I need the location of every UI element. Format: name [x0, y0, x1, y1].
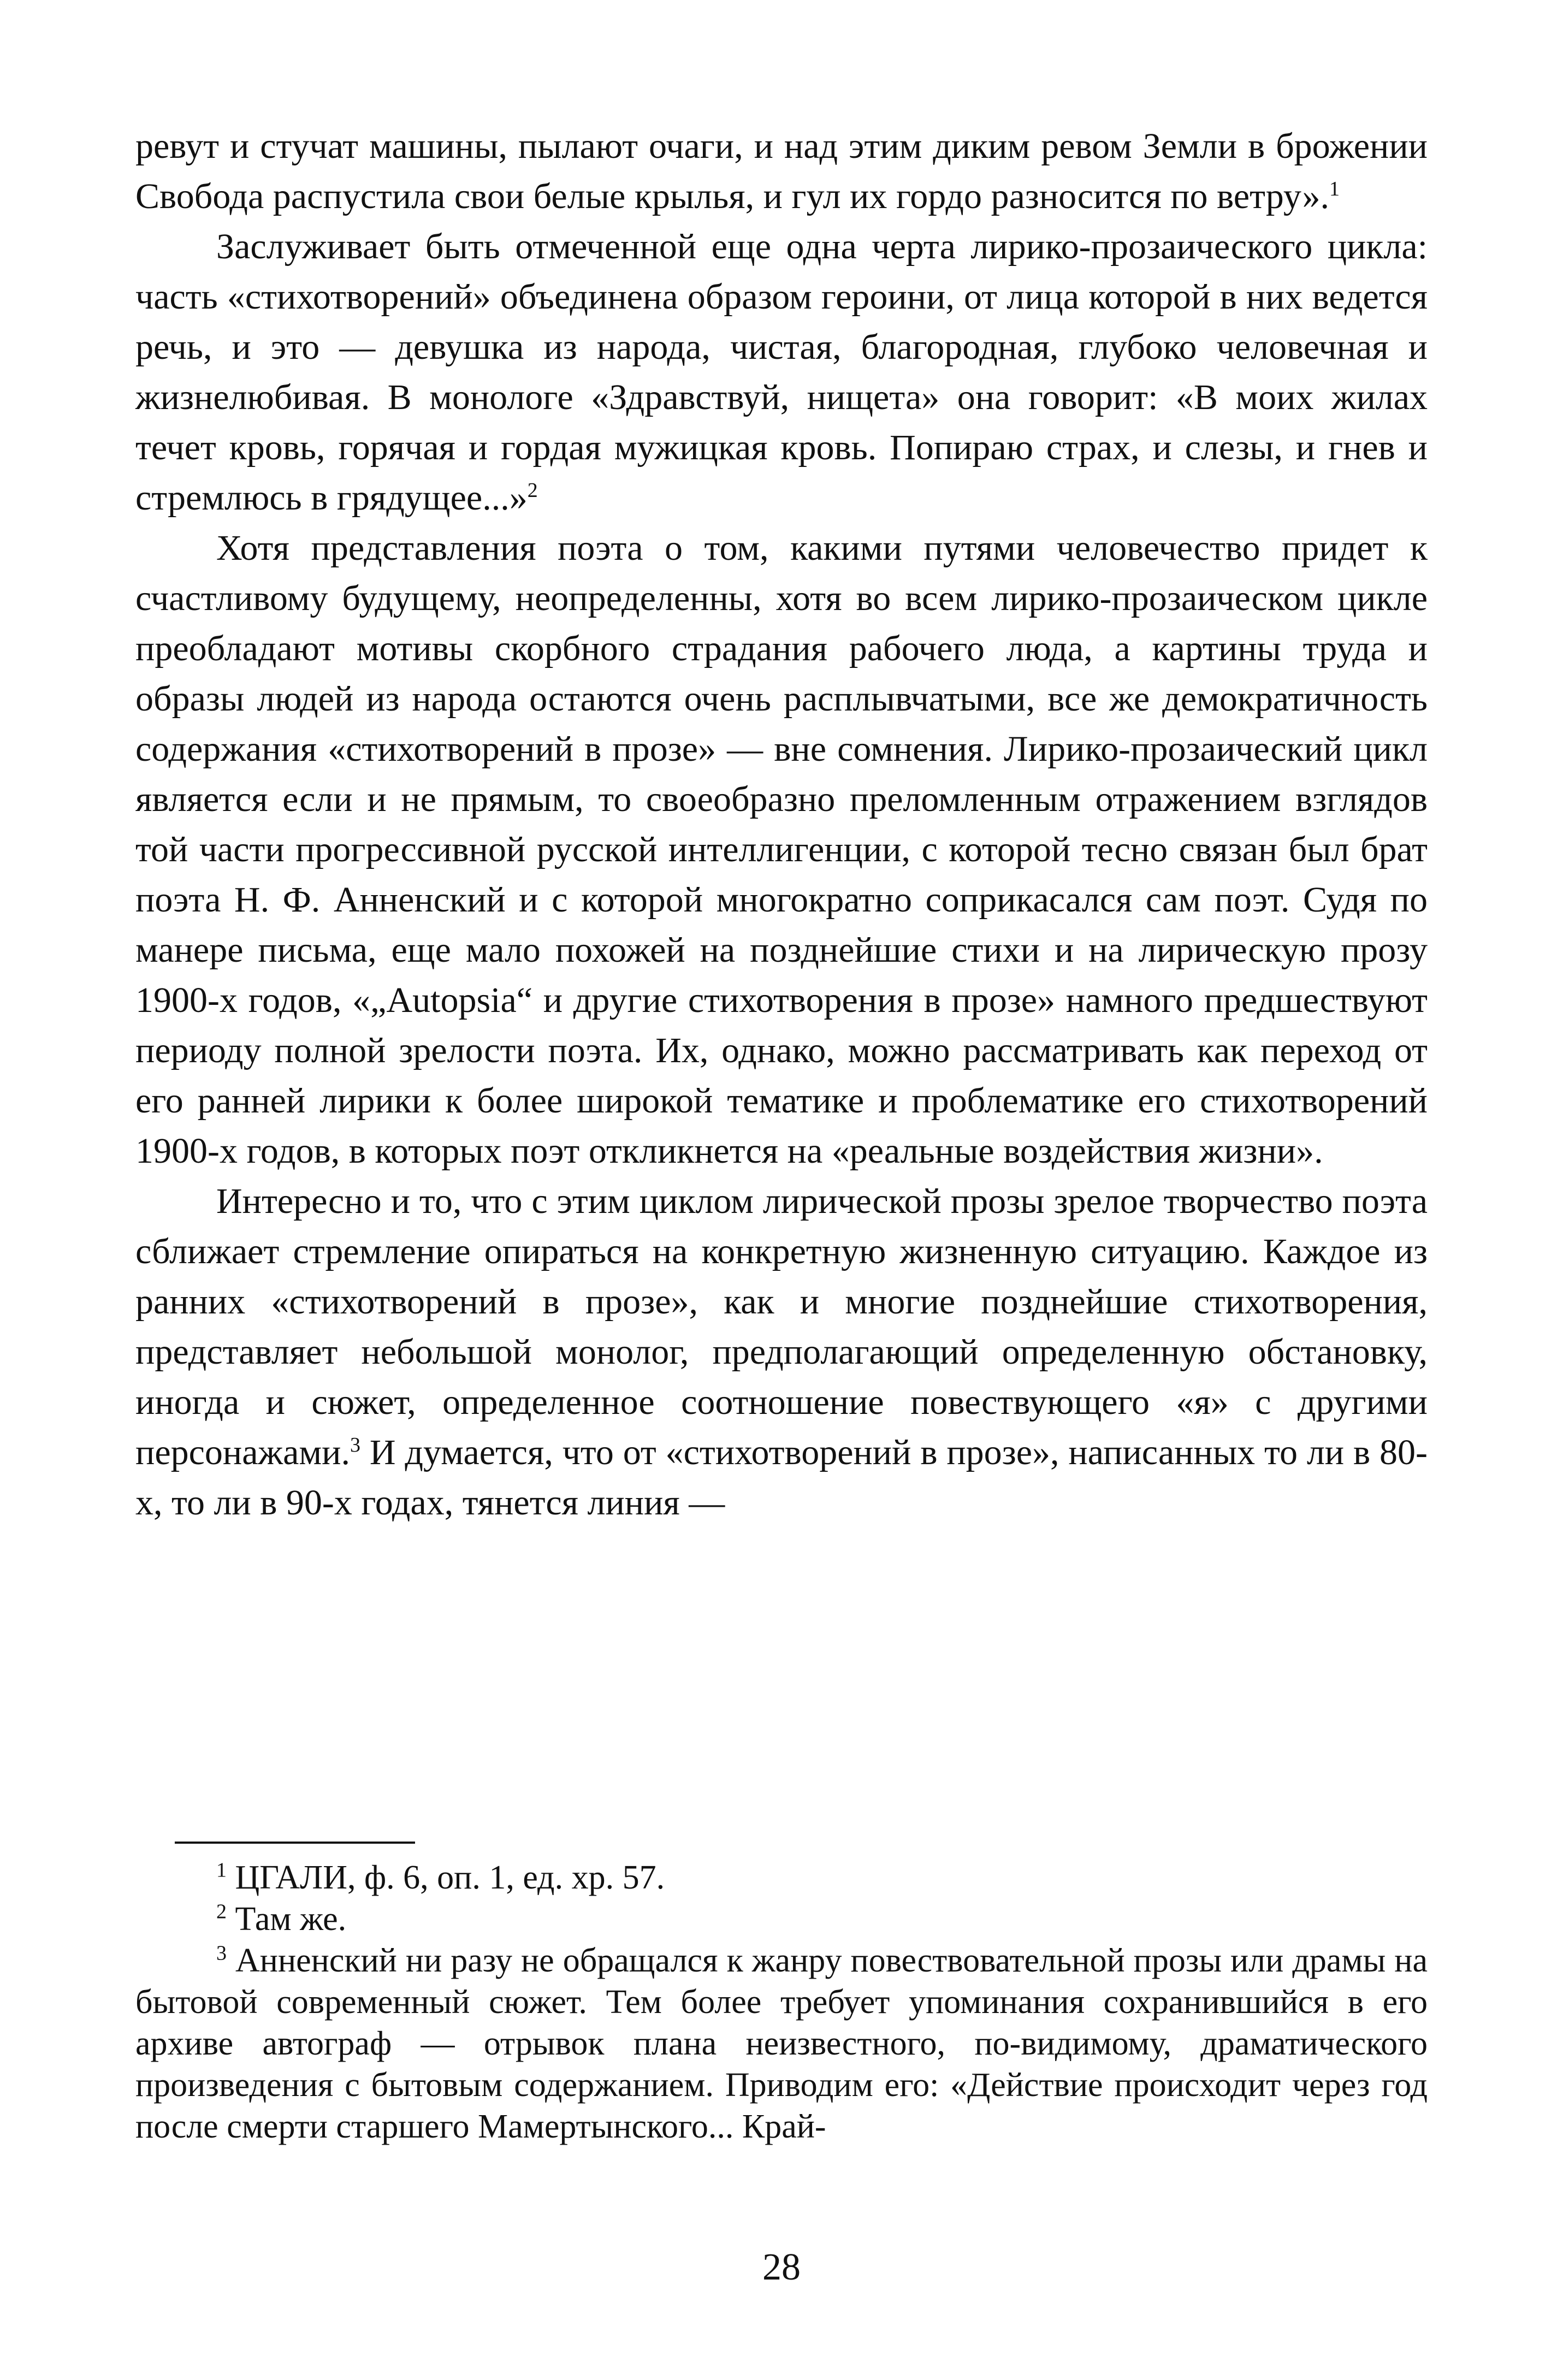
footnote-ref-1: 1: [1329, 177, 1340, 200]
footnote-1: [135, 1857, 1428, 1898]
paragraph-1: [135, 121, 1428, 222]
main-text: [135, 121, 1428, 1528]
paragraph-4-text-after: И думается, что от «стихотворений в прозе», написанных то ли в 80-х, то ли в 90-х годах, тянется линия —: [135, 1432, 1428, 1523]
paragraph-3-text: Хотя представления поэта о том, какими путями человечество придет к счастливому будущему, неопределенны, хотя во всем лирико-прозаическом цикле преобладают мотивы скорбного страдания рабочего люда, а картины труда и образы людей из народа остаются очень расплывчатыми, все же демократичность содержания «стихотворений в прозе» — вне сомнения. Лирико-прозаический цикл является если и не прямым, то своеобразно преломленным отражением взглядов той части прогрессивной русской интеллигенции, с которой тесно связан был брат поэта Н. Ф. Анненский и с которой многократно соприкасался сам поэт. Судя по манере письма, еще мало похожей на позднейшие стихи и на лирическую прозу 1900-х годов, «„Autopsia“ и другие стихотворения в прозе» намного предшествуют периоду полной зрелости поэта. Их, однако, можно рассматривать как переход от его ранней лирики к более широкой тематике и проблематике его стихотворений 1900-х годов, в которых поэт откликнется на «реальные воздействия жизни».: [135, 528, 1428, 1171]
paragraph-3: [135, 523, 1428, 1176]
footnote-ref-2: 2: [527, 479, 538, 502]
footnote-divider: [175, 1842, 415, 1844]
footnote-mark-3: 3: [216, 1941, 227, 1965]
footnotes: [135, 1857, 1428, 2147]
footnote-mark-2: 2: [216, 1900, 227, 1923]
paragraph-1-text: ревут и стучат машины, пылают очаги, и над этим диким ревом Земли в брожении Свобода распустила свои белые крылья, и гул их гордо разносится по ветру».: [135, 126, 1428, 216]
footnote-3: [135, 1940, 1428, 2147]
footnote-1-text: ЦГАЛИ, ф. 6, оп. 1, ед. хр. 57.: [235, 1859, 665, 1896]
footnote-3-text: Анненский ни разу не обращался к жанру повествовательной прозы или драмы на бытовой современный сюжет. Тем более требует упоминания сохранившийся в его архиве автограф — отрывок плана неизвестного, по-видимому, драматического произведения с бытовым содержанием. Приводим его: «Действие происходит через год после смерти старшего Мамертынского... Край-: [135, 1942, 1428, 2145]
footnote-mark-1: 1: [216, 1858, 227, 1882]
paragraph-4-text: Интересно и то, что с этим циклом лирической прозы зрелое творчество поэта сближает стремление опираться на конкретную жизненную ситуацию. Каждое из ранних «стихотворений в прозе», как и многие позднейшие стихотворения, представляет небольшой монолог, предполагающий определенную обстановку, иногда и сюжет, определенное соотношение повествующего «я» с другими персонажами.: [135, 1181, 1428, 1472]
footnote-2: [135, 1898, 1428, 1940]
paragraph-4: [135, 1176, 1428, 1528]
footnote-2-text: Там же.: [235, 1901, 347, 1938]
page-number: 28: [762, 2246, 801, 2288]
footnote-ref-3: 3: [350, 1434, 361, 1457]
paragraph-2: [135, 222, 1428, 523]
paragraph-2-text: Заслуживает быть отмеченной еще одна черта лирико-прозаического цикла: часть «стихотворений» объединена образом героини, от лица которой в них ведется речь, и это — девушка из народа, чистая, благородная, глубоко человечная и жизнелюбивая. В монологе «Здравствуй, нищета» она говорит: «В моих жилах течет кровь, горячая и гордая мужицкая кровь. Попираю страх, и слезы, и гнев и стремлюсь в грядущее...»: [135, 227, 1428, 518]
